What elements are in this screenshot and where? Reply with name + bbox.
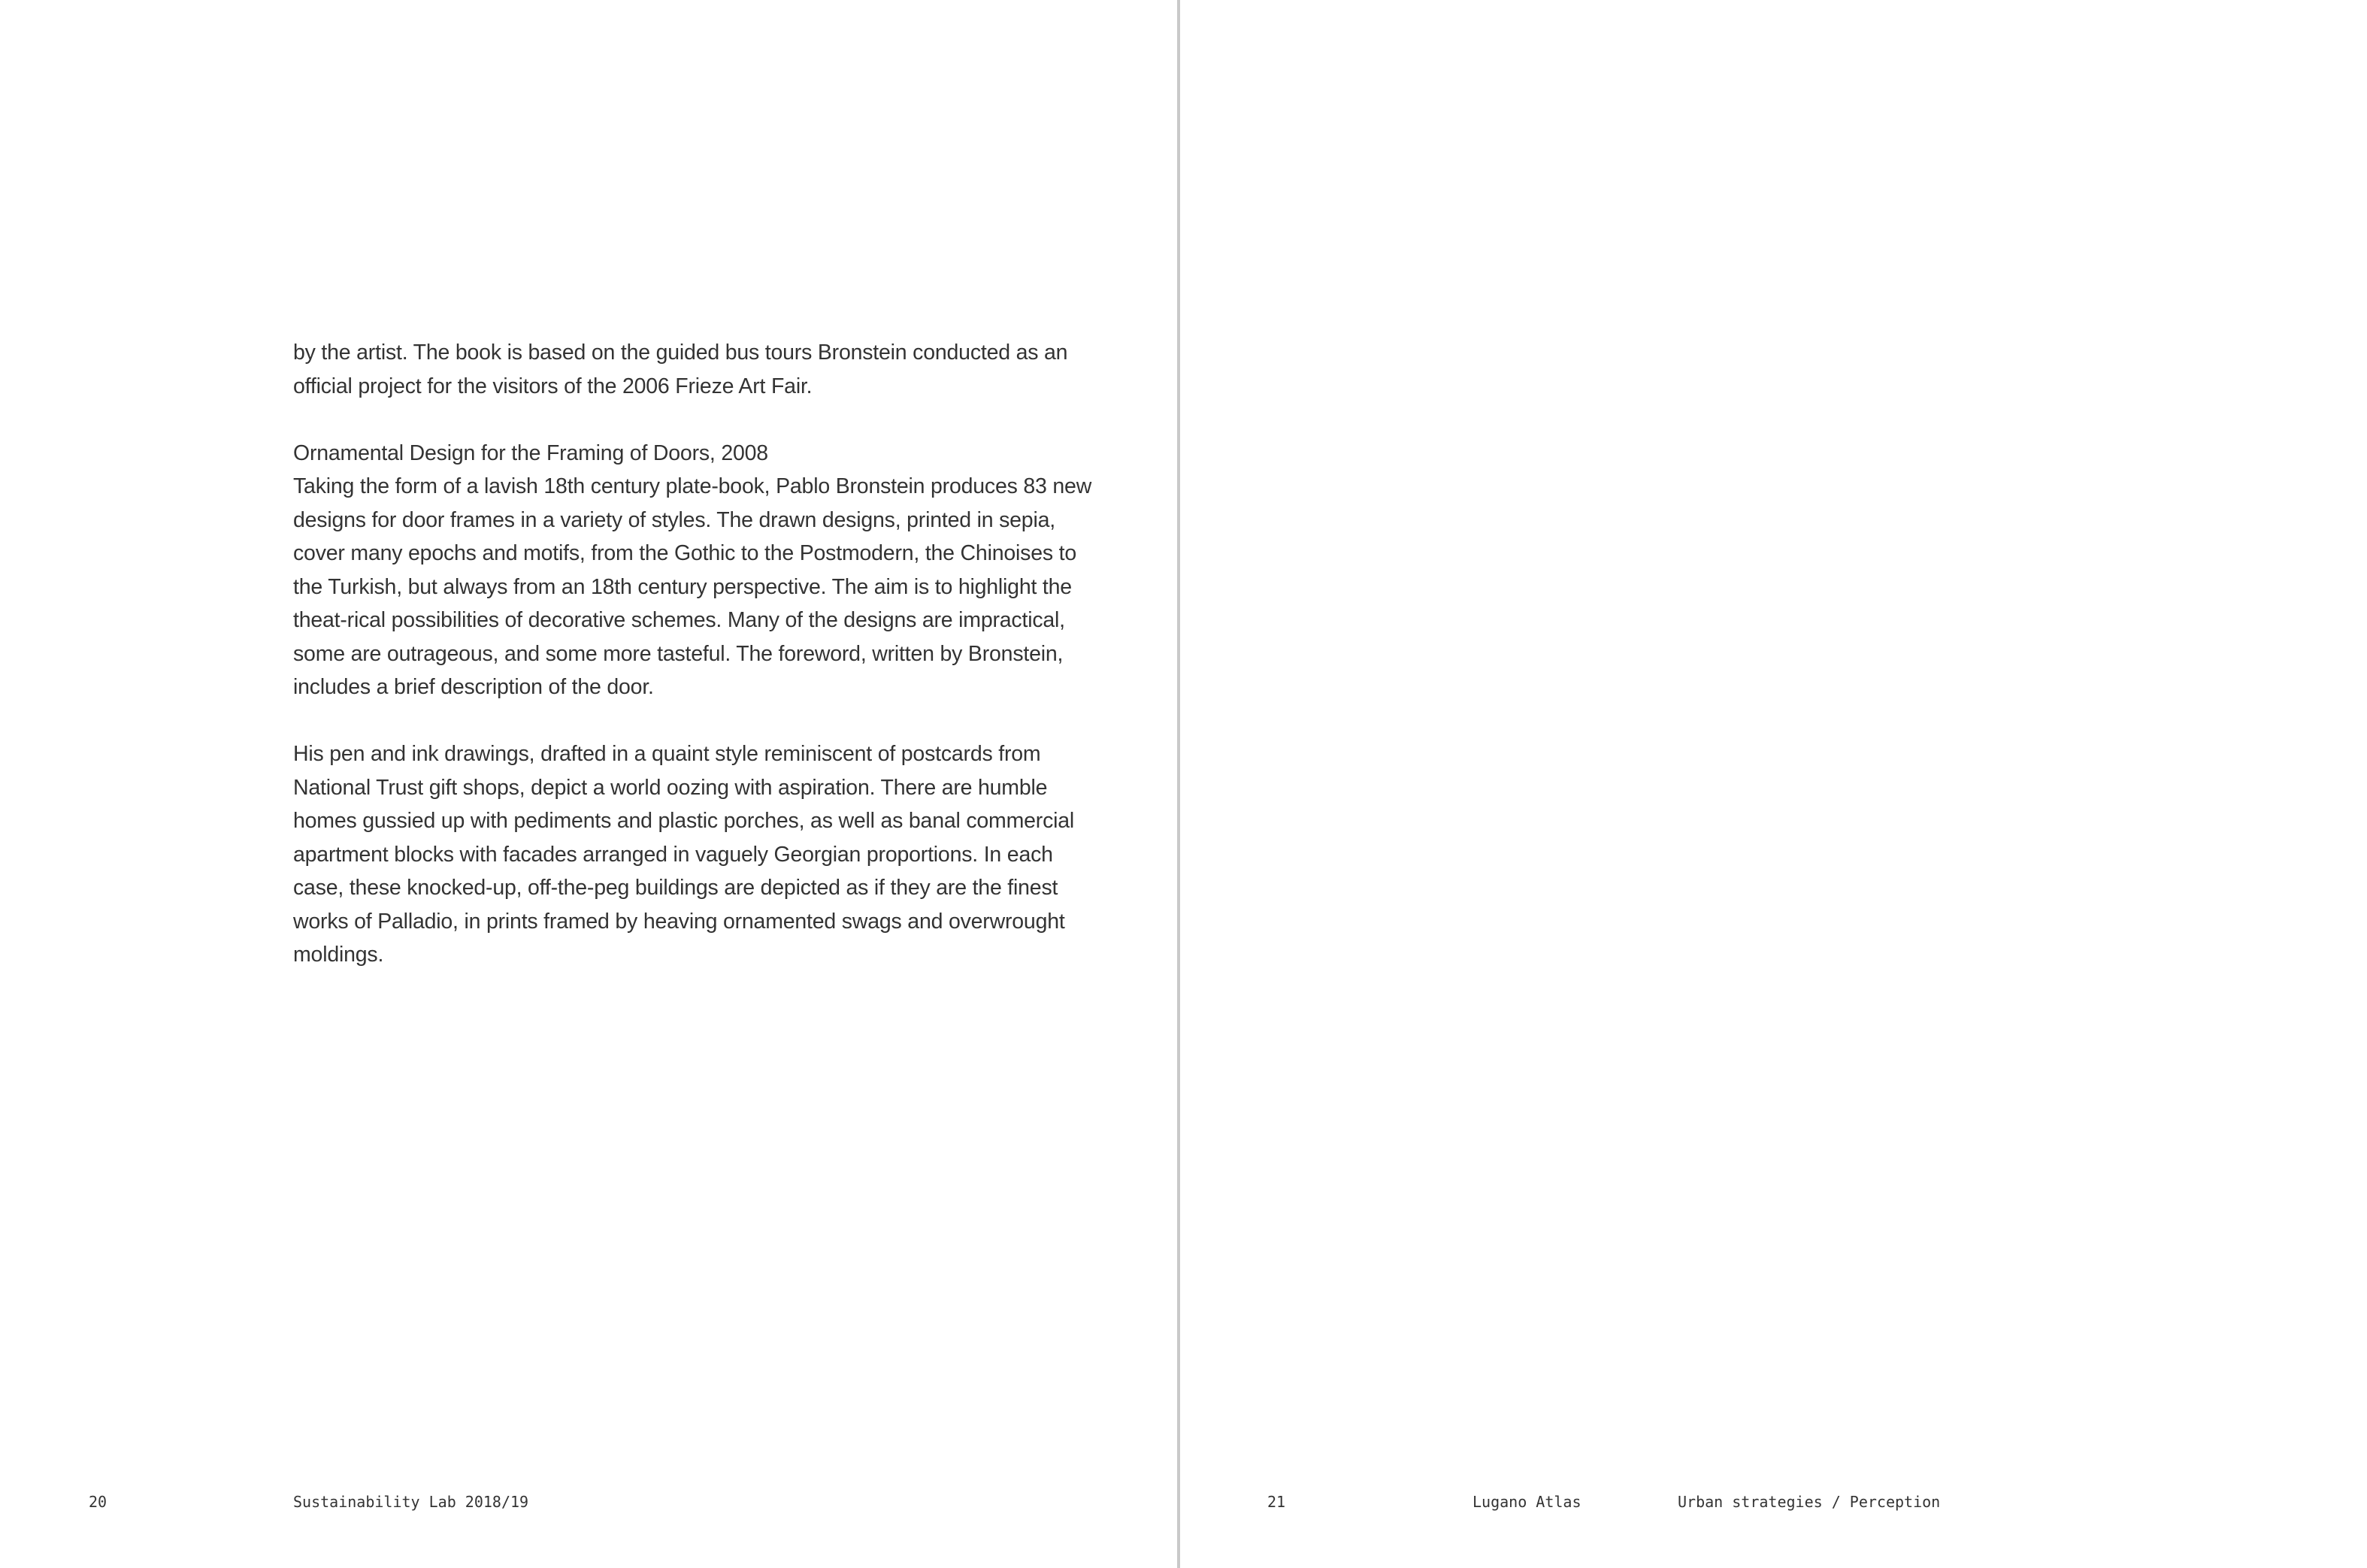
page-number-right: 21 (1267, 1493, 1286, 1511)
paragraph-ornamental-design (293, 437, 1105, 704)
footer-atlas-title: Lugano Atlas (1473, 1493, 1582, 1511)
footer-section-title: Urban strategies / Perception (1678, 1493, 1941, 1511)
work-title: Ornamental Design for the Framing of Doors, 2008 (293, 440, 768, 465)
paragraph-drawings: His pen and ink drawings, drafted in a quaint style reminiscent of postcards from National Trust gift shops, depict a world oozing with aspiration. There are humble homes gussied up with pediments and plastic porches, as well as banal commercial apartment blocks with facades arranged in vaguely Georgian proportions. In each case, these knocked-up, off-the-peg buildings are depicted as if they are the finest works of Palladio, in prints framed by heaving ornamented swags and overwrought moldings. (293, 742, 1075, 967)
paragraph-body: Taking the form of a lavish 18th century plate-book, Pablo Bronstein produces 83 new designs for door frames in a variety of styles. The drawn designs, printed in sepia, cover many epochs and motifs, from the Gothic to the Postmodern, the Chinoises to the Turkish, but always from an 18th century perspective. The aim is to highlight the theat-rical possibilities of decorative schemes. Many of the designs are impractical, some are outrageous, and some more tasteful. The foreword, written by Bronstein, includes a brief description of the door. (293, 474, 1092, 699)
footer-publication-title: Sustainability Lab 2018/19 (293, 1493, 529, 1511)
paragraph-intro: by the artist. The book is based on the guided bus tours Bronstein conducted as an official project for the visitors of the 2006 Frieze Art Fair. (293, 341, 1068, 398)
right-page (1180, 0, 2367, 1568)
page-number-left: 20 (89, 1493, 107, 1511)
body-text (293, 336, 1105, 1005)
left-page (0, 0, 1177, 1568)
